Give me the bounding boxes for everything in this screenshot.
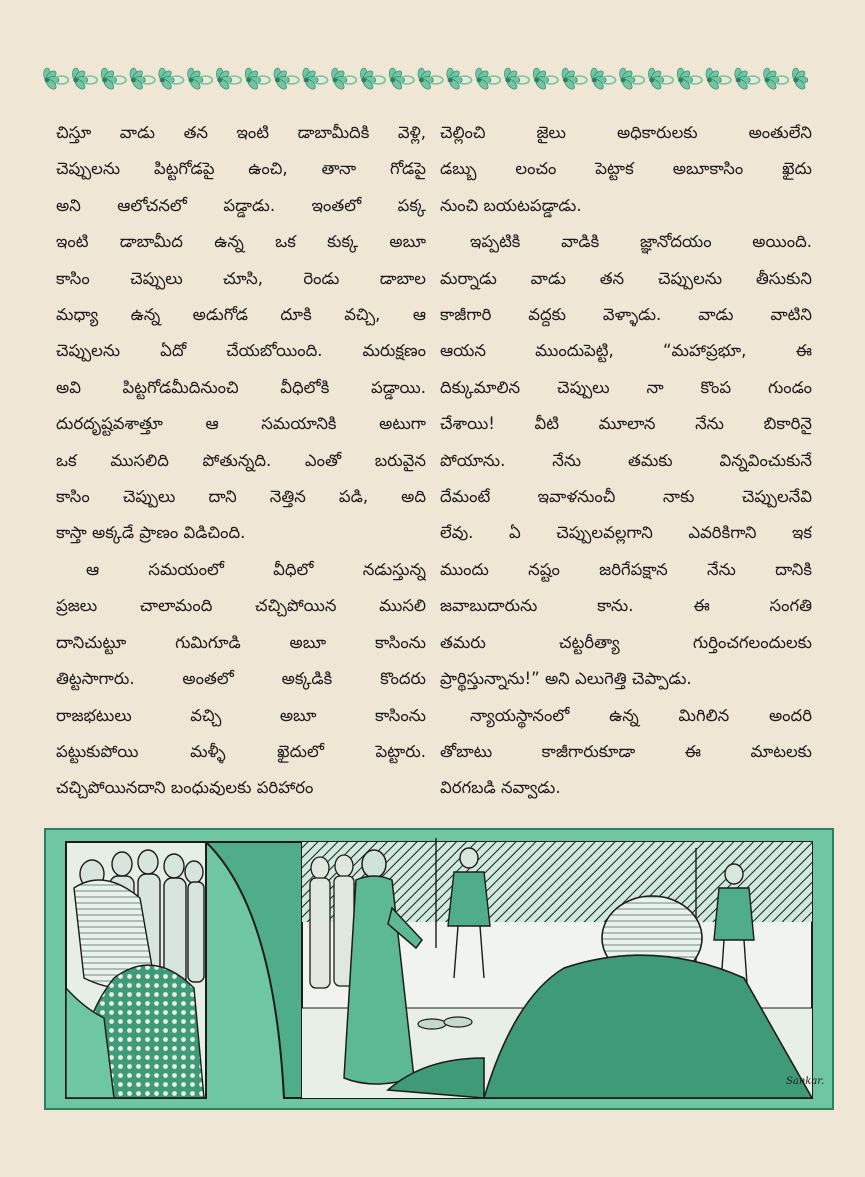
text-line: చిస్తూ వాడు తన ఇంటి డాబామీదికి వెళ్లి, bbox=[56, 123, 426, 142]
flower-ornament-icon bbox=[735, 68, 760, 91]
text-line: చేశాయి! వీటి మూలాన నేను బికారినై bbox=[440, 414, 812, 434]
text-line: ఆయన ముందుపెట్టి, “మహాప్రభూ, ఈ bbox=[440, 341, 812, 361]
text-line: ఒక ముసలిది పోతున్నది. ఎంతో బరువైన bbox=[56, 450, 426, 470]
flower-ornament-icon bbox=[591, 68, 616, 91]
flower-ornament-icon bbox=[44, 68, 69, 91]
flower-ornament-icon bbox=[792, 68, 807, 91]
text-line: చెప్పులను ఏదో చేయబోయింది. మరుక్షణం bbox=[56, 341, 426, 361]
flower-ornament-icon bbox=[533, 68, 558, 91]
flower-ornament-icon bbox=[677, 68, 702, 91]
text-line: ముందు నష్టం జరిగేపక్షాన నేను దానికి bbox=[440, 559, 812, 579]
text-line: కాజీగారి వద్దకు వెళ్ళాడు. వాడు వాటిని bbox=[440, 305, 812, 325]
text-line: దానిచుట్టూ గుమిగూడి అబూ కాసింను bbox=[56, 632, 426, 652]
text-line: కాసిం చెప్పులు చూసి, రెండు డాబాల bbox=[56, 268, 426, 288]
text-line: ప్రజలు చాలామంది చచ్చిపోయిన ముసలి bbox=[56, 596, 426, 616]
text-line: తిట్టసాగారు. అంతలో అక్కడికి కొందరు bbox=[56, 669, 426, 689]
text-line: పట్టుకుపోయి మళ్ళీ ఖైదులో పెట్టారు. bbox=[56, 741, 426, 761]
flower-ornament-icon bbox=[332, 68, 357, 91]
text-line: విరగబడి నవ్వాడు. bbox=[440, 778, 561, 798]
text-line: దేమంటే ఇవాళనుంచీ నాకు చెప్పులనేవి bbox=[440, 487, 812, 507]
artist-signature: Sankar. bbox=[786, 1076, 825, 1087]
text-line: తోబాటు కాజీగారుకూడా ఈ మాటలకు bbox=[440, 741, 812, 761]
text-line: దురదృష్టవశాత్తూ ఆ సమయానికి అటుగా bbox=[56, 414, 426, 434]
flower-ornament-icon bbox=[360, 68, 385, 91]
text-line: చచ్చిపోయినదాని బంధువులకు పరిహారం bbox=[56, 778, 314, 798]
text-line: అని ఆలోచనలో పడ్డాడు. ఇంతలో పక్క bbox=[56, 195, 426, 215]
right-text-column bbox=[440, 115, 812, 807]
text-line: కాస్తా అక్కడే ప్రాణం విడిచింది. bbox=[56, 523, 246, 543]
text-line: చెల్లించి జైలు అధికారులకు అంతులేని bbox=[440, 123, 812, 142]
text-line: లేవు. ఏ చెప్పులవల్లగాని ఎవరికిగాని ఇక bbox=[440, 523, 812, 543]
text-line: చెప్పులను పిట్టగోడపై ఉంచి, తానా గోడపై bbox=[56, 159, 426, 179]
text-line: ప్రార్థిస్తున్నాను!” అని ఎలుగెత్తి చెప్పాడు. bbox=[440, 669, 692, 689]
flower-ornament-icon bbox=[389, 68, 414, 91]
flower-ornament-icon bbox=[418, 68, 443, 91]
flower-ornament-icon bbox=[706, 68, 731, 91]
text-line: తమరు చట్టరీత్యా గుర్తించగలందులకు bbox=[440, 632, 812, 652]
text-line: కాసిం చెప్పులు దాని నెత్తిన పడి, అది bbox=[56, 487, 426, 507]
flower-ornament-icon bbox=[188, 68, 213, 91]
text-line: మర్నాడు వాడు తన చెప్పులను తీసుకుని bbox=[440, 268, 812, 288]
court-scene-illustration bbox=[44, 828, 834, 1110]
flower-ornament-icon bbox=[159, 68, 184, 91]
flower-ornament-icon bbox=[447, 68, 472, 91]
floral-chain-border-icon bbox=[33, 66, 809, 94]
text-line: న్యాయస్థానంలో ఉన్న మిగిలిన అందరి bbox=[470, 705, 812, 725]
flower-ornament-icon bbox=[620, 68, 645, 91]
text-line: ఆ సమయంలో వీధిలో నడుస్తున్న bbox=[86, 559, 426, 579]
flower-ornament-icon bbox=[101, 68, 126, 91]
flower-ornament-icon bbox=[274, 68, 299, 91]
flower-ornament-icon bbox=[72, 68, 97, 91]
floral-chain-border bbox=[33, 66, 809, 94]
flower-ornament-icon bbox=[303, 68, 328, 91]
flower-ornament-icon bbox=[764, 68, 789, 91]
text-line: రాజభటులు వచ్చి అబూ కాసింను bbox=[56, 705, 426, 725]
text-line: ఇప్పటికి వాడికి జ్ఞానోదయం అయింది. bbox=[470, 232, 812, 252]
text-line: అవి పిట్టగోడమీదినుంచి వీధిలోకి పడ్డాయి. bbox=[56, 377, 426, 397]
arch-divider bbox=[206, 842, 302, 1098]
flower-ornament-icon bbox=[476, 68, 501, 91]
flower-ornament-icon bbox=[216, 68, 241, 91]
text-line: జవాబుదారును కాను. ఈ సంగతి bbox=[440, 596, 812, 616]
text-line: డబ్బు లంచం పెట్టాక అబూకాసిం ఖైదు bbox=[440, 159, 812, 179]
flower-ornament-icon bbox=[130, 68, 155, 91]
text-line: మధ్యా ఉన్న అడుగోడ దూకి వచ్చి, ఆ bbox=[56, 305, 426, 325]
flower-ornament-icon bbox=[562, 68, 587, 91]
flower-ornament-icon bbox=[245, 68, 270, 91]
text-line: దిక్కుమాలిన చెప్పులు నా కొంప గుండం bbox=[440, 377, 812, 397]
left-text-column bbox=[56, 115, 426, 807]
flower-ornament-icon bbox=[648, 68, 673, 91]
text-line: ఇంటి డాబామీద ఉన్న ఒక కుక్క అబూ bbox=[56, 232, 426, 252]
flower-ornament-icon bbox=[504, 68, 529, 91]
text-line: పోయాను. నేను తమకు విన్నవించుకునే bbox=[440, 450, 812, 470]
text-line: నుంచి బయటపడ్డాడు. bbox=[440, 195, 582, 215]
